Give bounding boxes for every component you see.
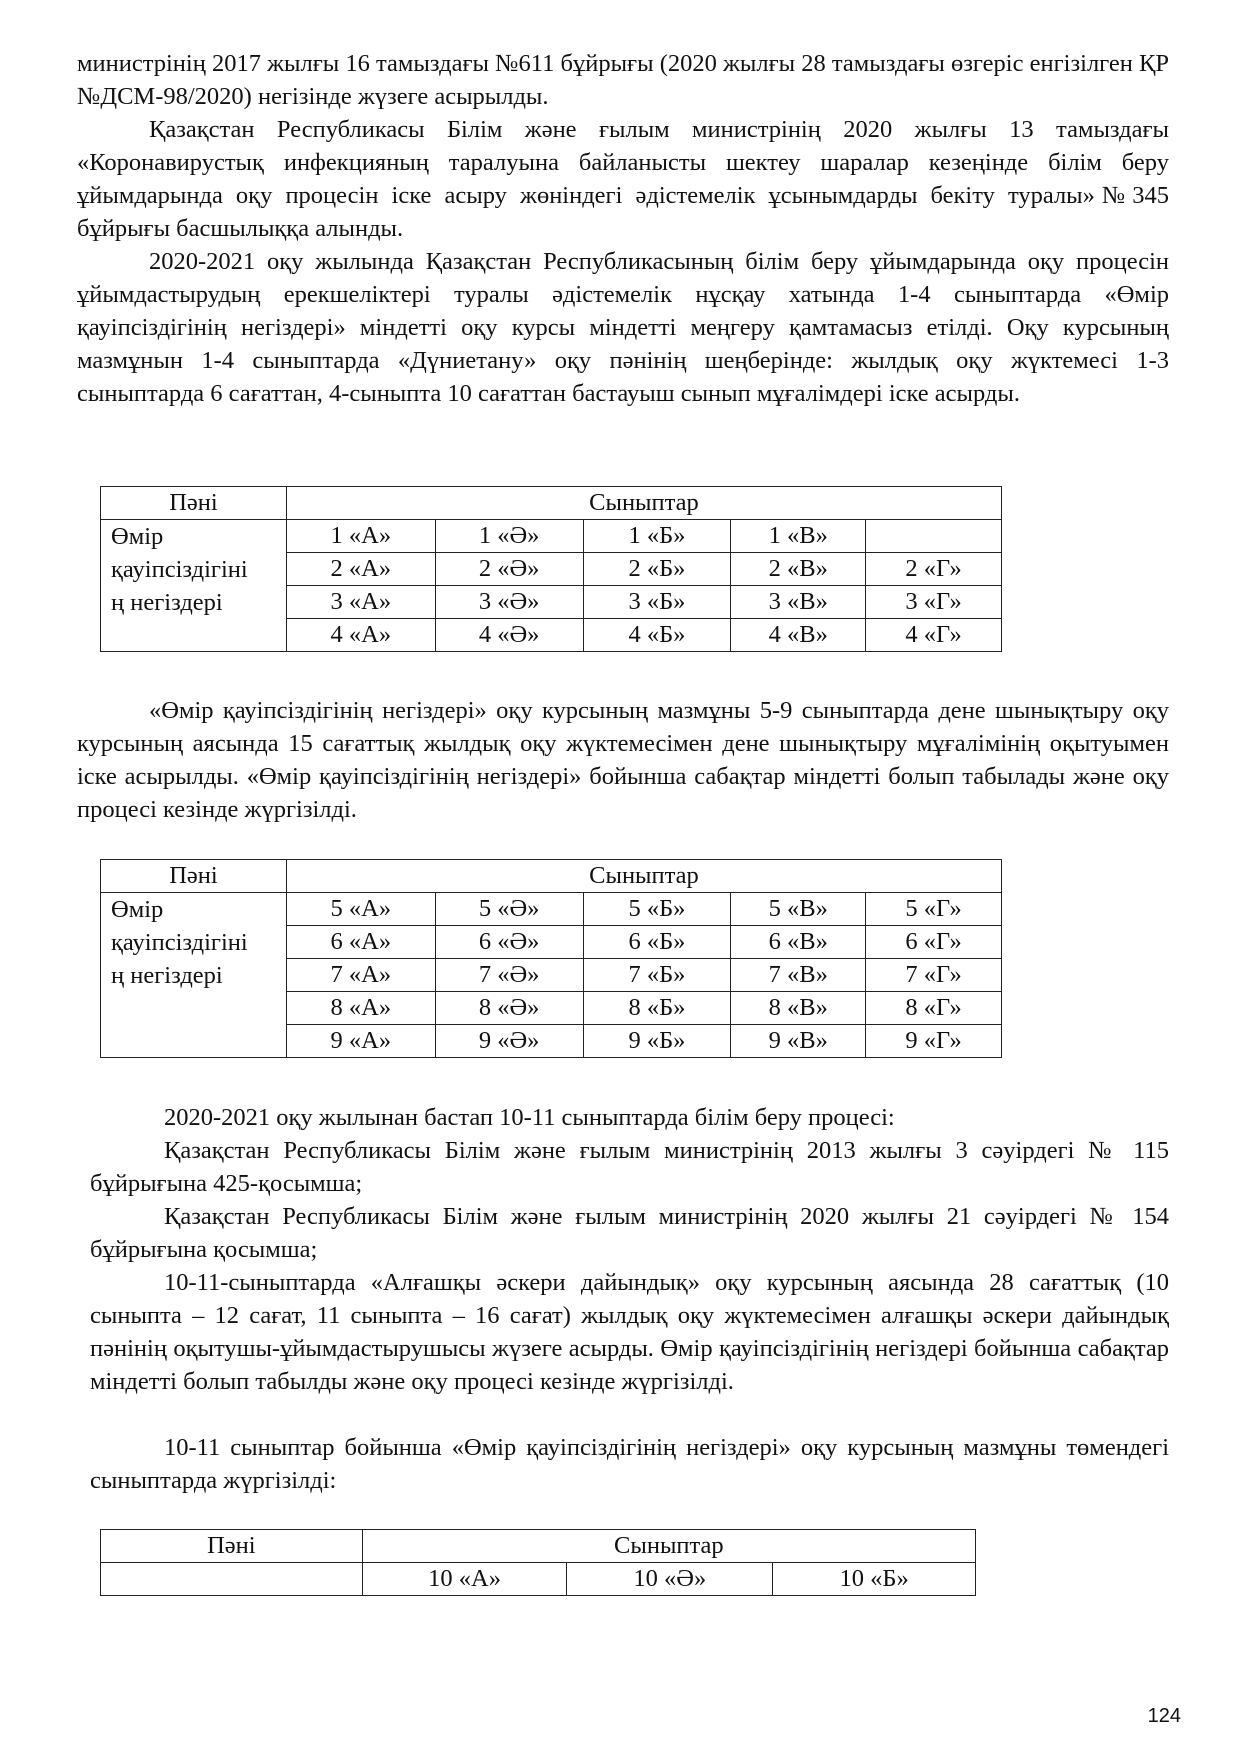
class-cell: 6 «Г» bbox=[866, 926, 1002, 959]
paragraph: Қазақстан Республикасы Білім және ғылым министрінің 2020 жылғы 21 сәуірдегі № 154 бұйрығына қосымша; bbox=[90, 1203, 1169, 1263]
subject-cell bbox=[101, 1563, 363, 1596]
class-cell: 10 «Ә» bbox=[567, 1563, 773, 1596]
class-cell: 1 «В» bbox=[731, 520, 866, 553]
paragraph: Қазақстан Республикасы Білім және ғылым министрінің 2020 жылғы 13 тамыздағы «Коронавирустық инфекцияның таралуына байланысты шектеу шаралар кезеңінде білім беру ұйымдарында оқу процесін іске асыру жөніндегі әдістемелік ұсынымдарды бекіту туралы»№345 бұйрығы басшылыққа алынды. bbox=[77, 116, 1169, 242]
class-cell: 1 «Б» bbox=[583, 520, 731, 553]
class-cell: 8 «Ә» bbox=[435, 992, 583, 1025]
class-cell: 9 «Ә» bbox=[435, 1025, 583, 1058]
paragraph: Қазақстан Республикасы Білім және ғылым министрінің 2013 жылғы 3 сәуірдегі № 115 бұйрығына 425-қосымша; bbox=[90, 1137, 1169, 1197]
class-cell: 10 «Б» bbox=[773, 1563, 976, 1596]
subject-header: Пәні bbox=[101, 487, 287, 520]
class-cell: 1 «Ә» bbox=[435, 520, 583, 553]
class-cell: 8 «В» bbox=[731, 992, 866, 1025]
class-cell: 8 «А» bbox=[286, 992, 435, 1025]
class-cell: 3 «А» bbox=[286, 586, 435, 619]
class-cell: 8 «Б» bbox=[583, 992, 731, 1025]
class-cell: 2 «Ә» bbox=[435, 553, 583, 586]
paragraph: 10-11-сыныптарда «Алғашқы әскери дайындық» оқу курсының аясында 28 сағаттық (10 сыныпта – 12 сағат, 11 сыныпта – 16 сағат) жылдық оқу жүктемесімен алғашқы әскери дайындық пәнінің оқытушы-ұйымдастырушысы жүзеге асырды. Өмір қауіпсіздігінің негіздері бойынша сабақтар міндетті болып табылды және оқу процесі кезінде жүргізілді. bbox=[90, 1269, 1169, 1395]
class-cell: 9 «А» bbox=[286, 1025, 435, 1058]
class-cell bbox=[866, 520, 1002, 553]
paragraph: 10-11 сыныптар бойынша «Өмір қауіпсіздігінің негіздері» оқу курсының мазмұны төмендегі сыныптарда жүргізілді: bbox=[90, 1434, 1169, 1494]
class-cell: 5 «Ә» bbox=[435, 893, 583, 926]
classes-table-1-4 bbox=[100, 486, 1002, 652]
class-cell: 7 «Ә» bbox=[435, 959, 583, 992]
class-cell: 4 «Б» bbox=[583, 619, 731, 652]
subject-cell bbox=[101, 893, 287, 1058]
class-cell: 3 «Ә» bbox=[435, 586, 583, 619]
class-cell: 6 «Ә» bbox=[435, 926, 583, 959]
paragraph: министрінің 2017 жылғы 16 тамыздағы №611 бұйрығы (2020 жылғы 28 тамыздағы өзгеріс енгізілген ҚР №ДСМ-98/2020) негізінде жүзеге асырылды. bbox=[77, 50, 1169, 110]
subject-cell bbox=[101, 520, 287, 652]
page-number: 124 bbox=[1147, 1705, 1181, 1727]
class-cell: 4 «Г» bbox=[866, 619, 1002, 652]
class-cell: 10 «А» bbox=[362, 1563, 567, 1596]
subject-line: Өмір bbox=[111, 896, 164, 923]
class-cell: 3 «В» bbox=[731, 586, 866, 619]
class-cell: 7 «А» bbox=[286, 959, 435, 992]
subject-header: Пәні bbox=[101, 860, 287, 893]
subject-line: қауіпсіздігіні bbox=[111, 556, 248, 583]
paragraph: 2020-2021 оқу жылынан бастап 10-11 сыныптарда білім беру процесі: bbox=[164, 1104, 895, 1131]
subject-line: Өмір bbox=[111, 523, 164, 550]
classes-header: Сыныптар bbox=[286, 487, 1001, 520]
classes-header: Сыныптар bbox=[286, 860, 1001, 893]
class-cell: 1 «А» bbox=[286, 520, 435, 553]
classes-header: Сыныптар bbox=[362, 1530, 975, 1563]
class-cell: 2 «Б» bbox=[583, 553, 731, 586]
class-cell: 4 «А» bbox=[286, 619, 435, 652]
subject-line: ң негіздері bbox=[111, 589, 223, 616]
subject-line: ң негіздері bbox=[111, 962, 223, 989]
class-cell: 5 «А» bbox=[286, 893, 435, 926]
class-cell: 3 «Г» bbox=[866, 586, 1002, 619]
class-cell: 6 «А» bbox=[286, 926, 435, 959]
class-cell: 9 «Г» bbox=[866, 1025, 1002, 1058]
class-cell: 8 «Г» bbox=[866, 992, 1002, 1025]
class-cell: 2 «Г» bbox=[866, 553, 1002, 586]
subject-header: Пәні bbox=[101, 1530, 363, 1563]
class-cell: 9 «Б» bbox=[583, 1025, 731, 1058]
class-cell: 5 «Г» bbox=[866, 893, 1002, 926]
class-cell: 7 «Г» bbox=[866, 959, 1002, 992]
class-cell: 6 «Б» bbox=[583, 926, 731, 959]
subject-line: қауіпсіздігіні bbox=[111, 929, 248, 956]
paragraph: 2020-2021 оқу жылында Қазақстан Республикасының білім беру ұйымдарында оқу процесін ұйымдастырудың ерекшеліктері туралы әдістемелік нұсқау хатында 1-4 сыныптарда «Өмір қауіпсіздігінің негіздері» міндетті оқу курсы міндетті меңгеру қамтамасыз етілді. Оқу курсының мазмұнын 1-4 сыныптарда «Дүниетану» оқу пәнінің шеңберінде: жылдық оқу жүктемесі 1-3 сыныптарда 6 сағаттан, 4-сыныпта 10 сағаттан бастауыш сынып мұғалімдері іске асырды. bbox=[77, 248, 1169, 407]
class-cell: 3 «Б» bbox=[583, 586, 731, 619]
class-cell: 4 «Ә» bbox=[435, 619, 583, 652]
class-cell: 9 «В» bbox=[731, 1025, 866, 1058]
class-cell: 2 «В» bbox=[731, 553, 866, 586]
class-cell: 7 «В» bbox=[731, 959, 866, 992]
class-cell: 4 «В» bbox=[731, 619, 866, 652]
class-cell: 5 «В» bbox=[731, 893, 866, 926]
class-cell: 2 «А» bbox=[286, 553, 435, 586]
classes-table-5-9 bbox=[100, 859, 1002, 1058]
classes-table-10 bbox=[100, 1529, 976, 1596]
paragraph: «Өмір қауіпсіздігінің негіздері» оқу курсының мазмұны 5-9 сыныптарда дене шынықтыру оқу курсының аясында 15 сағаттық жылдық оқу жүктемесімен дене шынықтыру мұғалімінің оқытуымен іске асырылды. «Өмір қауіпсіздігінің негіздері» бойынша сабақтар міндетті болып табылады және оқу процесі кезінде жүргізілді. bbox=[77, 697, 1169, 823]
class-cell: 5 «Б» bbox=[583, 893, 731, 926]
class-cell: 7 «Б» bbox=[583, 959, 731, 992]
class-cell: 6 «В» bbox=[731, 926, 866, 959]
